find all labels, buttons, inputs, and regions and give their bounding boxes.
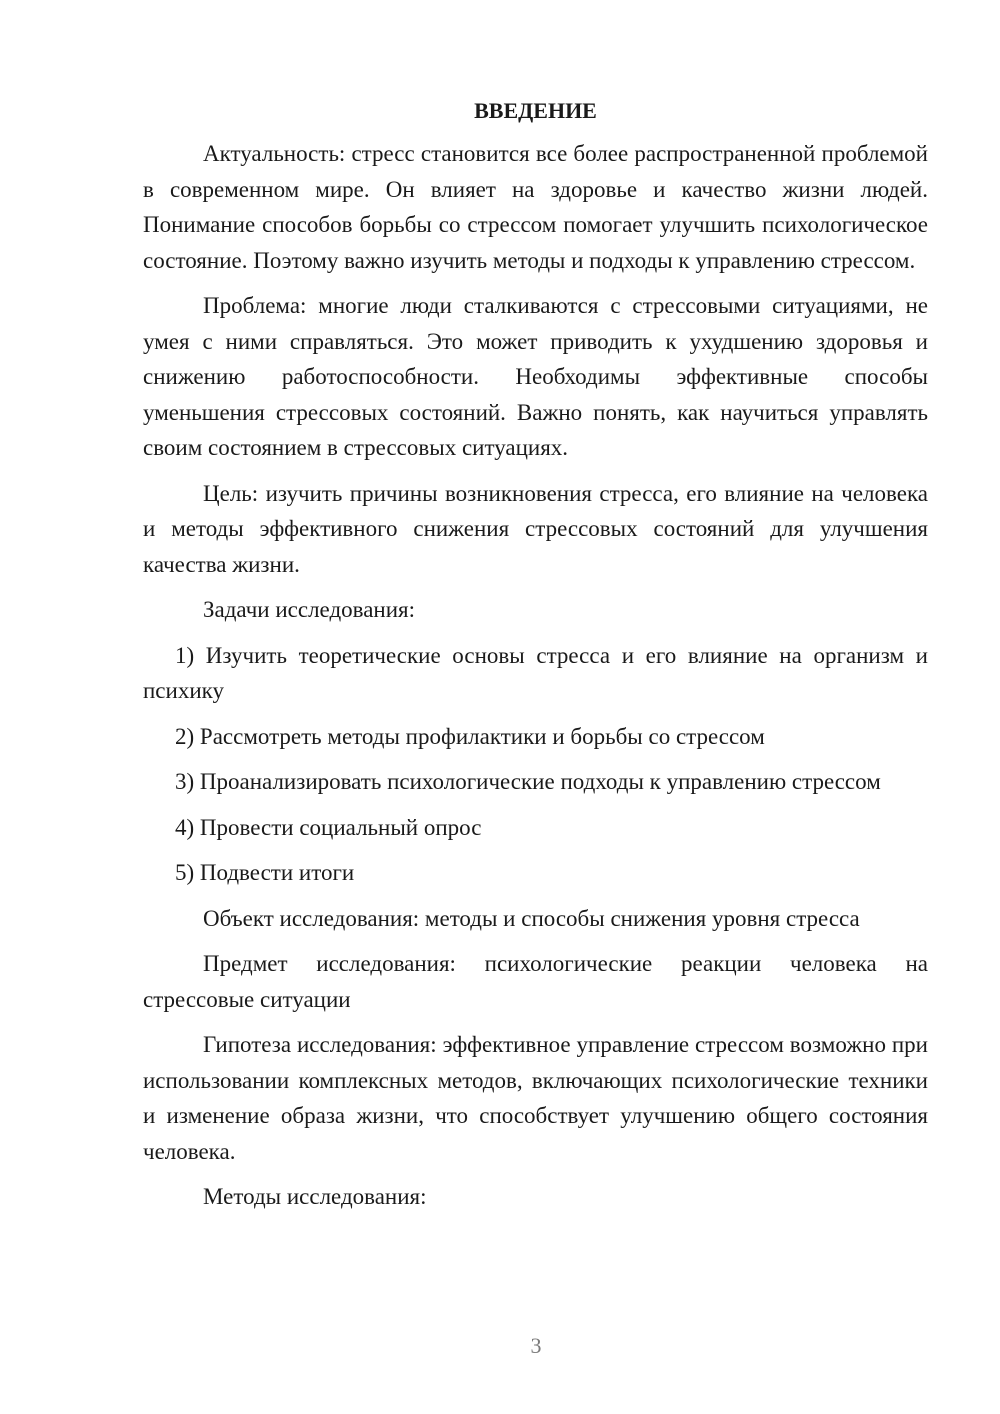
section-heading: ВВЕДЕНИЕ: [474, 98, 597, 123]
task-item-4: 4) Провести социальный опрос: [175, 814, 482, 840]
task-item-3: 3) Проанализировать психологические подходы к управлению стрессом: [175, 769, 881, 794]
page-number: 3: [530, 1333, 542, 1358]
methods-title: Методы исследования:: [203, 1184, 427, 1209]
goal-paragraph: Цель: изучить причины возникновения стресса, его влияние на человека и методы эффективного снижения стрессовых состояний для улучшения качества жизни.: [143, 480, 928, 577]
object-paragraph: Объект исследования: методы и способы снижения уровня стресса: [203, 905, 860, 931]
problem-paragraph: Проблема: многие люди сталкиваются с стрессовыми ситуациями, не умея с ними справляться. Это может приводить к ухудшению здоровья и снижению работоспособности. Необходимы эффективные способы уменьшения стрессовых состояний. Важно понять, как научиться управлять своим состоянием в стрессовых ситуациях.: [143, 293, 928, 460]
hypothesis-paragraph: Гипотеза исследования: эффективное управление стрессом возможно при использовании комплексных методов, включающих психологические техники и изменение образа жизни, что способствует улучшению общего состояния человека.: [143, 1032, 928, 1164]
page-content: [143, 96, 928, 1225]
task-item-2: 2) Рассмотреть методы профилактики и борьбы со стрессом: [175, 723, 765, 749]
tasks-title: Задачи исследования:: [203, 597, 416, 622]
subject-paragraph: Предмет исследования: психологические реакции человека на стрессовые ситуации: [143, 951, 928, 1012]
task-item-5: 5) Подвести итоги: [175, 860, 355, 885]
task-item-1: 1) Изучить теоретические основы стресса и его влияние на организм и психику: [143, 642, 928, 703]
relevance-paragraph: Актуальность: стресс становится все более распространенной проблемой в современном мире. Он влияет на здоровье и качество жизни людей. Понимание способов борьбы со стрессом помогает улучшить психологическое состояние. Поэтому важно изучить методы и подходы к управлению стрессом.: [143, 141, 928, 273]
